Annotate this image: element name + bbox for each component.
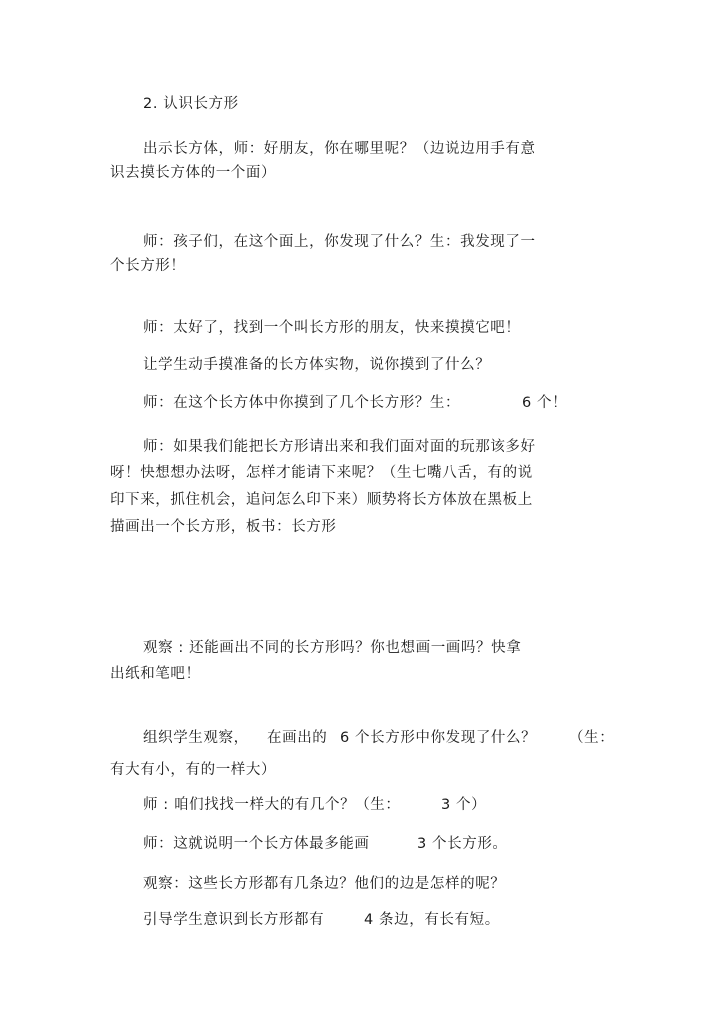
text-line: 个长方形！ [110,258,186,274]
text-line: 6 个长方形中你发现了什么？ [340,730,537,746]
text-line: 出示长方体，师：好朋友，你在哪里呢？（边说边用手有意 [143,141,536,157]
text-line: 3 个长方形。 [417,836,508,852]
text-line: 3 个） [441,797,487,813]
text-line: 在画出的 [267,730,328,746]
text-line: 4 条边，有长有短。 [364,912,500,928]
text-line: 出纸和笔吧！ [110,666,201,682]
text-line: 有大有小，有的一样大） [110,762,277,778]
text-line: 识去摸长方体的一个面） [110,165,277,181]
text-line: 印下来，抓住机会，追问怎么印下来）顺势将长方体放在黑板上 [110,492,533,508]
text-line: 师：太好了，找到一个叫长方形的朋友，快来摸摸它吧！ [143,320,521,336]
text-line: 引导学生意识到长方形都有 [143,912,325,928]
text-line: 师：这就说明一个长方体最多能画 [143,836,370,852]
text-line: 描画出一个长方形，板书：长方形 [110,519,337,535]
text-line: 组织学生观察， [143,730,249,746]
text-line: 观察 : 还能画出不同的长方形吗？你也想画一画吗？快拿 [143,640,522,656]
text-line: 师：孩子们，在这个面上，你发现了什么？生：我发现了一 [143,234,536,250]
text-line: 师 : 咱们找找一样大的有几个？（生： [143,797,401,813]
text-line: 观察：这些长方形都有几条边？他们的边是怎样的呢？ [143,876,506,892]
text-line: 师：在这个长方体中你摸到了几个长方形？生： [143,395,461,411]
text-line: 让学生动手摸准备的长方体实物，说你摸到了什么？ [143,357,491,373]
text-line: 呀！快想想办法呀，怎样才能请下来呢？（生七嘴八舌，有的说 [110,465,533,481]
text-line: 师：如果我们能把长方形请出来和我们面对面的玩那该多好 [143,439,536,455]
text-line: （生： [569,730,615,746]
section-heading: 2. 认识长方形 [143,96,239,112]
text-line: 6 个！ [522,395,568,411]
